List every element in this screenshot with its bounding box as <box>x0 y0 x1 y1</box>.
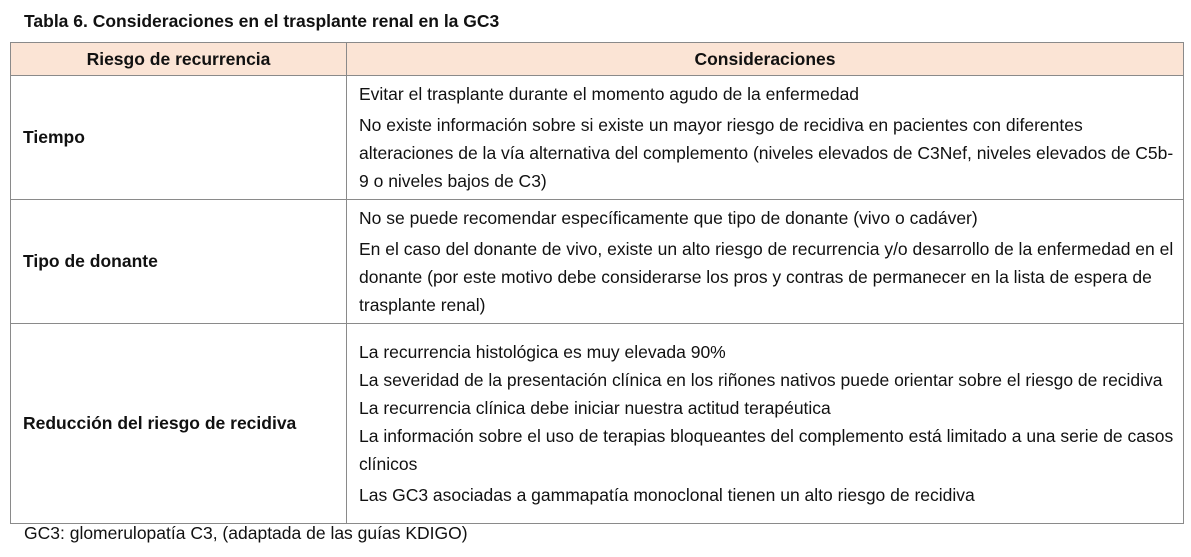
risk-cell: Reducción del riesgo de recidiva <box>11 324 347 524</box>
considerations-table <box>10 42 1184 524</box>
consideration-item: La severidad de la presentación clínica en los riñones nativos puede orientar sobre el riesgo de recidiva <box>359 370 1163 390</box>
table-row-reduccion <box>11 324 1184 524</box>
table-row-tipo-donante <box>11 200 1184 324</box>
consideration-item: En el caso del donante de vivo, existe un alto riesgo de recurrencia y/o desarrollo de la enfermedad en el donante (por este motivo debe considerarse los pros y contras de permanecer en la lista de espera de trasplante renal) <box>359 239 1174 315</box>
consideration-item: Evitar el trasplante durante el momento agudo de la enfermedad <box>359 84 860 104</box>
header-considerations: Consideraciones <box>347 43 1184 76</box>
table-row-tiempo <box>11 76 1184 200</box>
consideration-item: La recurrencia clínica debe iniciar nuestra actitud terapéutica <box>359 398 831 418</box>
consideration-item: Las GC3 asociadas a gammapatía monoclonal tienen un alto riesgo de recidiva <box>359 485 975 505</box>
table-caption: Tabla 6. Consideraciones en el trasplante renal en la GC3 <box>24 11 500 31</box>
table-header-row <box>11 43 1184 76</box>
risk-cell: Tiempo <box>11 76 347 200</box>
considerations-cell <box>347 324 1184 524</box>
consideration-item: No existe información sobre si existe un mayor riesgo de recidiva en pacientes con diferentes alteraciones de la vía alternativa del complemento (niveles elevados de C3Nef, niveles elevados de C5b-9 o niveles bajos de C3) <box>359 115 1174 191</box>
considerations-cell <box>347 200 1184 324</box>
header-risk: Riesgo de recurrencia <box>11 43 347 76</box>
consideration-item: No se puede recomendar específicamente que tipo de donante (vivo o cadáver) <box>359 208 978 228</box>
consideration-item: La información sobre el uso de terapias bloqueantes del complemento está limitado a una serie de casos clínicos <box>359 426 1174 474</box>
considerations-cell <box>347 76 1184 200</box>
risk-cell: Tipo de donante <box>11 200 347 324</box>
footnote: GC3: glomerulopatía C3, (adaptada de las guías KDIGO) <box>24 523 468 543</box>
consideration-item: La recurrencia histológica es muy elevada 90% <box>359 342 726 362</box>
